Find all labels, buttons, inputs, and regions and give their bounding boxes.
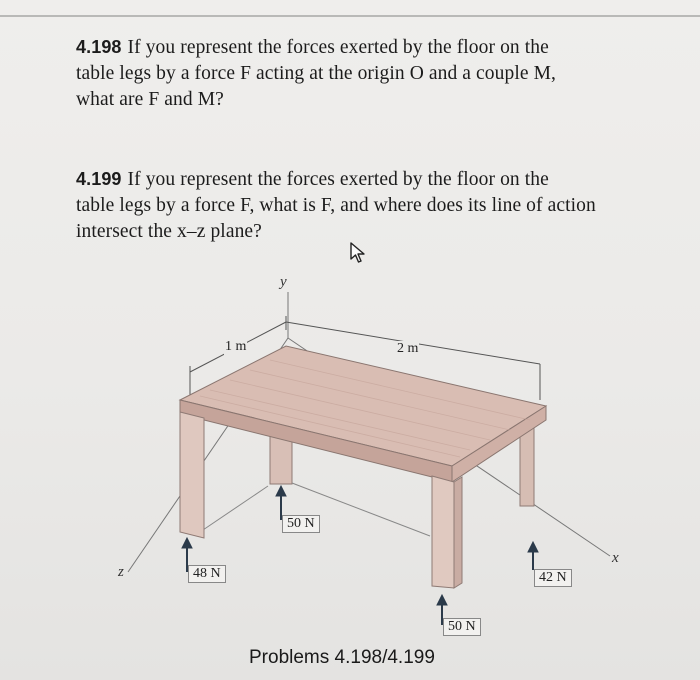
x-axis-label: x — [612, 550, 619, 566]
force-label-front-right: 50 N — [443, 618, 481, 636]
force-label-back-right: 42 N — [534, 569, 572, 587]
force-arrows — [182, 486, 538, 625]
width-dimension-label: 2 m — [397, 341, 419, 356]
problem-number: 4.198 — [76, 37, 122, 57]
force-label-back-left: 50 N — [282, 515, 320, 533]
problem-text-line: If you represent the forces exerted by the floor on the — [127, 169, 549, 190]
y-axis-label: y — [280, 274, 287, 290]
problem-number: 4.199 — [76, 169, 122, 189]
depth-dimension-label: 1 m — [225, 339, 247, 354]
problem-text-line: table legs by a force F acting at the origin O and a couple M, — [76, 63, 557, 84]
problem-text-line: what are F and M? — [76, 89, 224, 110]
problem-text-line: intersect the x–z plane? — [76, 221, 262, 242]
force-label-front-left: 48 N — [188, 565, 226, 583]
problem-text-line: table legs by a force F, what is F, and where does its line of action — [76, 195, 596, 216]
figure-caption: Problems 4.198/4.199 — [249, 647, 435, 668]
table-top — [180, 346, 546, 482]
problem-text-line: If you represent the forces exerted by the floor on the — [127, 37, 549, 58]
z-axis-label: z — [118, 564, 124, 580]
